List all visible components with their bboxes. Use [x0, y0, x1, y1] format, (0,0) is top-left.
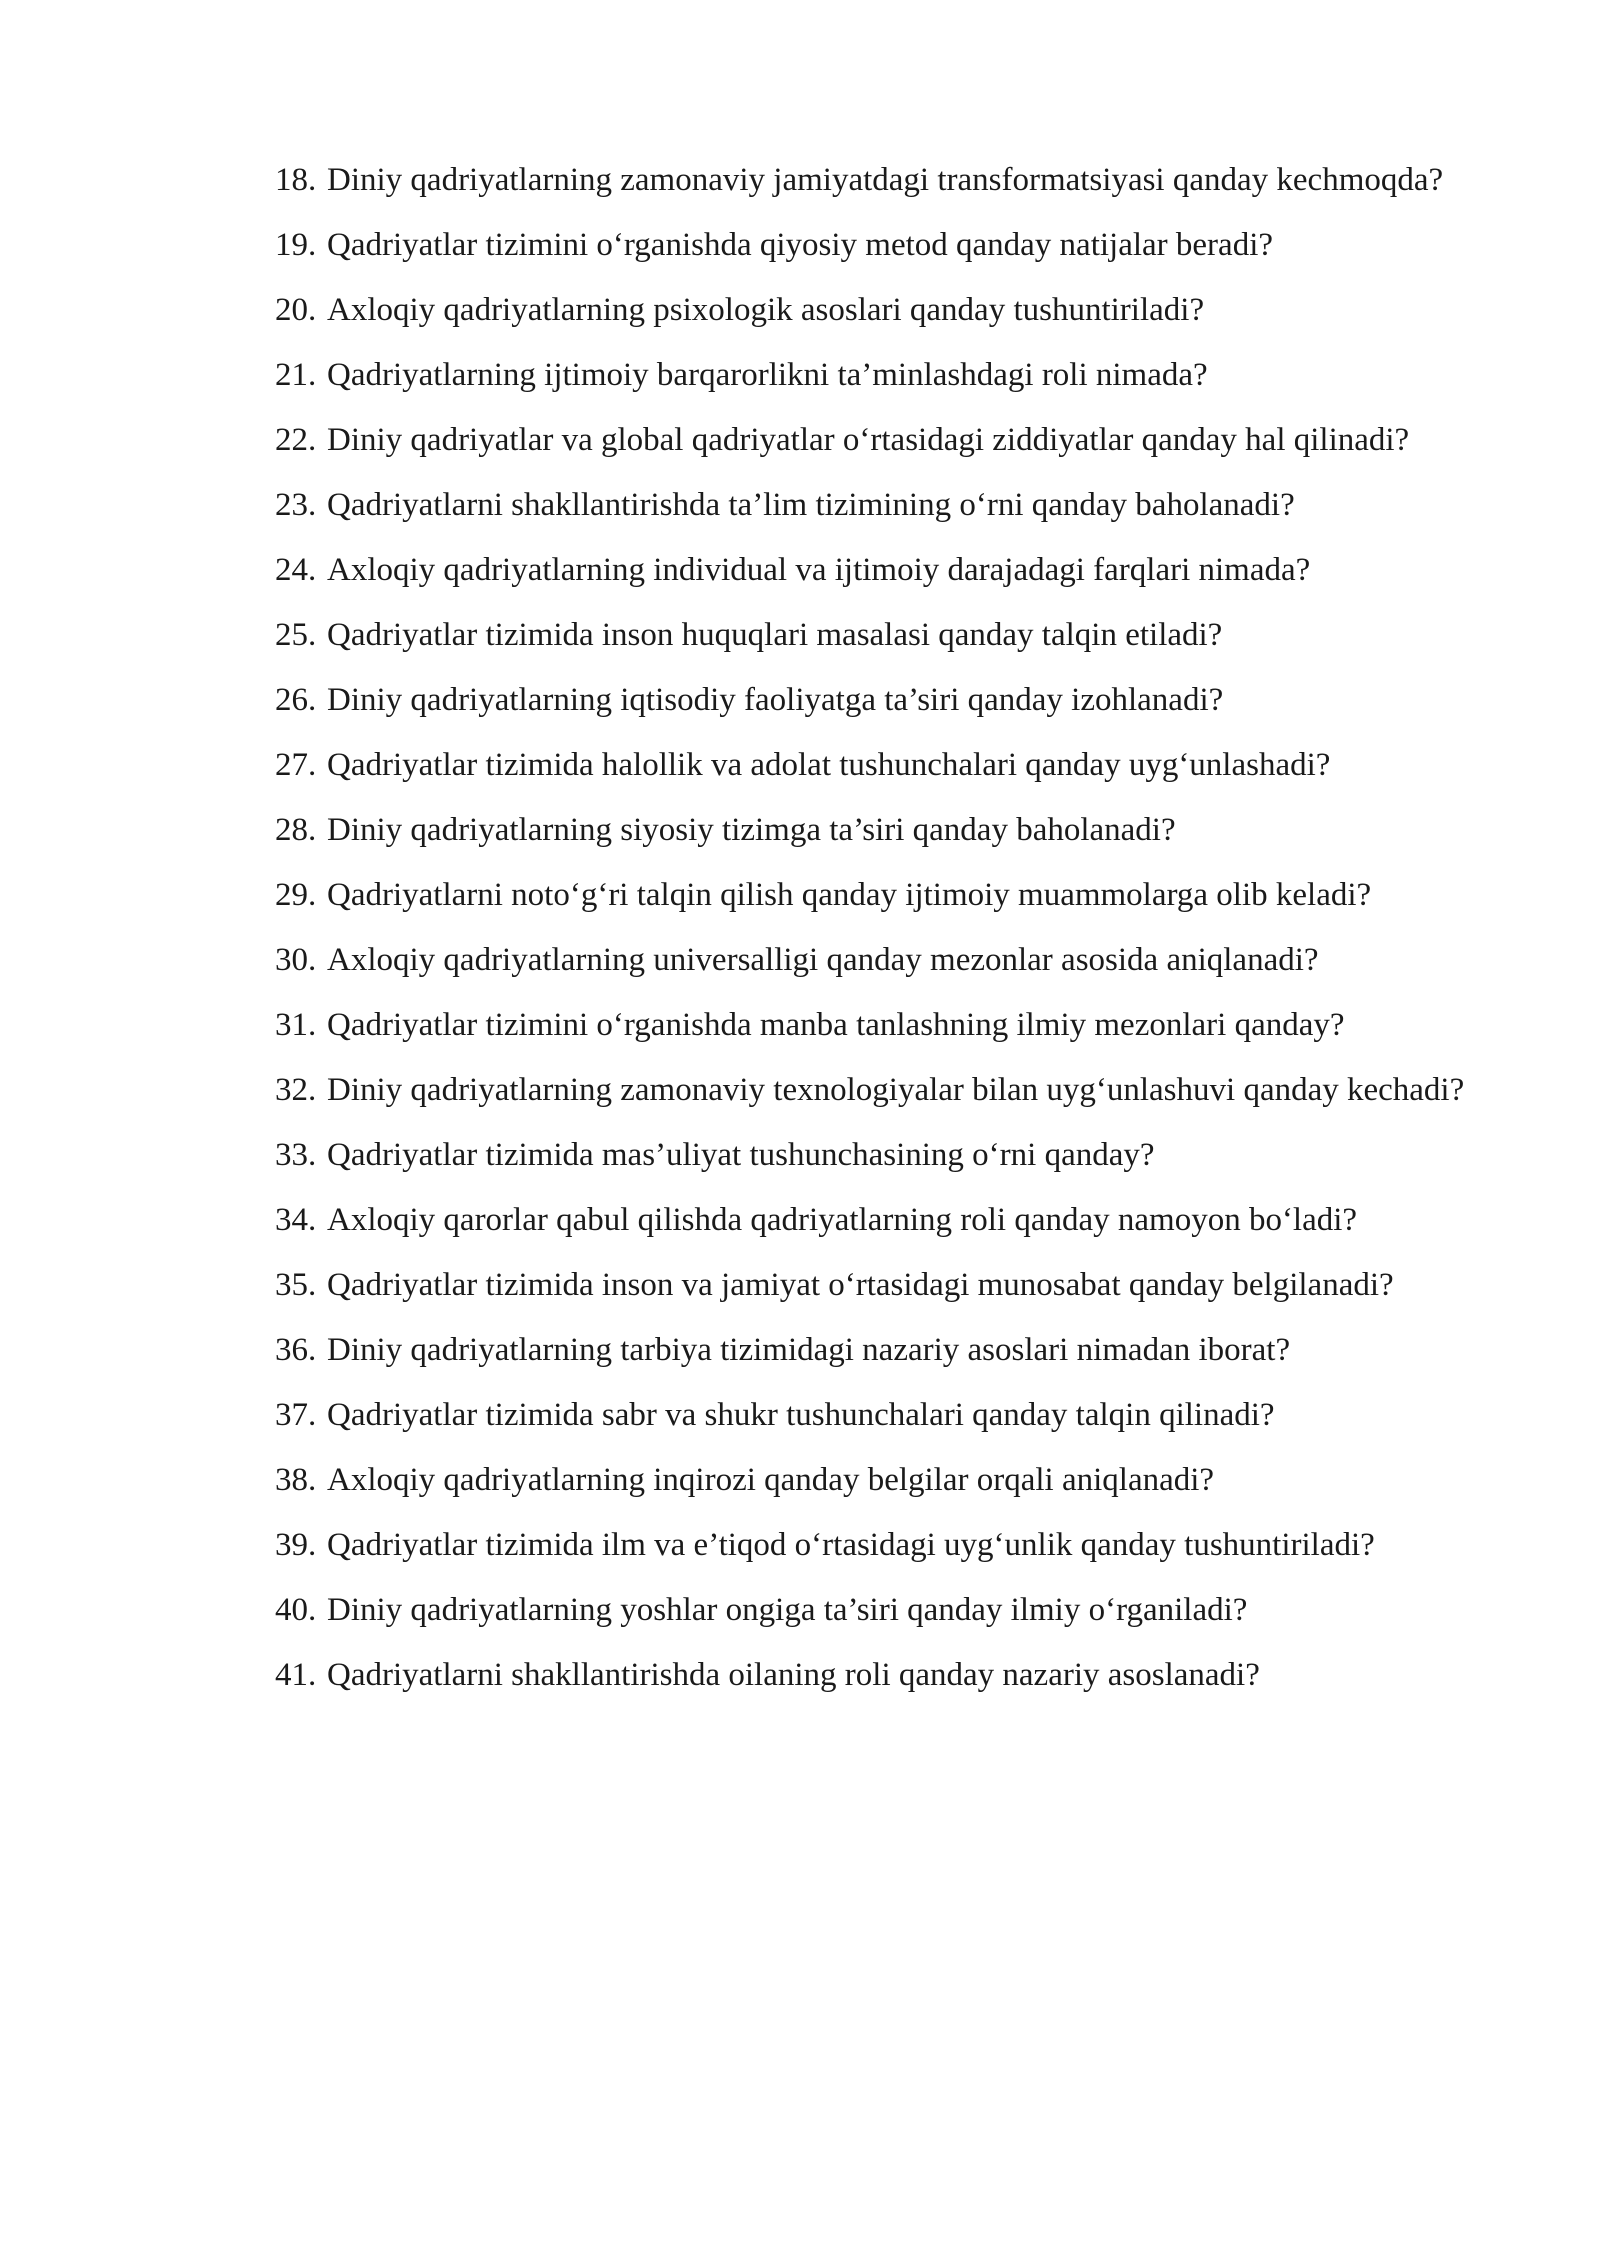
- question-item: [275, 1513, 1487, 1578]
- question-number: 19.: [275, 227, 317, 263]
- question-number: 31.: [275, 1007, 317, 1043]
- question-text: Qadriyatlarning ijtimoiy barqarorlikni ta’minlashdagi roli nimada?: [327, 357, 1208, 393]
- question-text: Axloqiy qadriyatlarning universalligi qanday mezonlar asosida aniqlanadi?: [327, 942, 1319, 978]
- question-item: [275, 473, 1487, 538]
- question-item: [275, 213, 1487, 278]
- question-item: [275, 1188, 1487, 1253]
- question-item: [275, 668, 1487, 733]
- question-item: [275, 278, 1487, 343]
- question-number: 18.: [275, 162, 317, 198]
- question-number: 21.: [275, 357, 317, 393]
- question-text: Qadriyatlar tizimida mas’uliyat tushunchasining o‘rni qanday?: [327, 1137, 1155, 1173]
- question-item: [275, 1318, 1487, 1383]
- question-number: 32.: [275, 1072, 317, 1108]
- question-text: Qadriyatlarni noto‘g‘ri talqin qilish qanday ijtimoiy muammolarga olib keladi?: [327, 877, 1372, 913]
- question-text: Qadriyatlarni shakllantirishda ta’lim tizimining o‘rni qanday baholanadi?: [327, 487, 1295, 523]
- question-text: Diniy qadriyatlarning tarbiya tizimidagi nazariy asoslari nimadan iborat?: [327, 1332, 1291, 1368]
- question-number: 35.: [275, 1267, 317, 1303]
- question-text: Qadriyatlar tizimida sabr va shukr tushunchalari qanday talqin qilinadi?: [327, 1397, 1275, 1433]
- question-item: [275, 1578, 1487, 1643]
- question-item: [275, 343, 1487, 408]
- question-text: Diniy qadriyatlarning zamonaviy jamiyatdagi transformatsiyasi qanday kechmoqda?: [327, 162, 1444, 198]
- question-text: Axloqiy qadriyatlarning inqirozi qanday belgilar orqali aniqlanadi?: [327, 1462, 1215, 1498]
- question-number: 34.: [275, 1202, 317, 1238]
- question-number: 33.: [275, 1137, 317, 1173]
- question-number: 39.: [275, 1527, 317, 1563]
- question-item: [275, 603, 1487, 668]
- question-number: 29.: [275, 877, 317, 913]
- question-text: Qadriyatlar tizimida inson huquqlari masalasi qanday talqin etiladi?: [327, 617, 1223, 653]
- question-number: 22.: [275, 422, 317, 458]
- question-item: [275, 798, 1487, 863]
- question-item: [275, 863, 1487, 928]
- question-text: Diniy qadriyatlarning iqtisodiy faoliyatga ta’siri qanday izohlanadi?: [327, 682, 1224, 718]
- question-text: Axloqiy qadriyatlarning individual va ijtimoiy darajadagi farqlari nimada?: [327, 552, 1311, 588]
- question-text: Qadriyatlar tizimida ilm va e’tiqod o‘rtasidagi uyg‘unlik qanday tushuntiriladi?: [327, 1527, 1375, 1563]
- question-number: 38.: [275, 1462, 317, 1498]
- question-text: Axloqiy qadriyatlarning psixologik asoslari qanday tushuntiriladi?: [327, 292, 1205, 328]
- question-item: [275, 408, 1487, 473]
- question-number: 20.: [275, 292, 317, 328]
- question-text: Diniy qadriyatlarning siyosiy tizimga ta’siri qanday baholanadi?: [327, 812, 1176, 848]
- question-item: [275, 1383, 1487, 1448]
- question-item: [275, 148, 1487, 213]
- question-text: Diniy qadriyatlarning yoshlar ongiga ta’siri qanday ilmiy o‘rganiladi?: [327, 1592, 1248, 1628]
- question-number: 30.: [275, 942, 317, 978]
- question-text: Qadriyatlar tizimini o‘rganishda manba tanlashning ilmiy mezonlari qanday?: [327, 1007, 1345, 1043]
- question-number: 26.: [275, 682, 317, 718]
- question-text: Qadriyatlarni shakllantirishda oilaning roli qanday nazariy asoslanadi?: [327, 1657, 1260, 1693]
- question-number: 36.: [275, 1332, 317, 1368]
- question-item: [275, 1253, 1487, 1318]
- question-text: Qadriyatlar tizimida inson va jamiyat o‘rtasidagi munosabat qanday belgilanadi?: [327, 1267, 1394, 1303]
- question-item: [275, 928, 1487, 993]
- question-item: [275, 1448, 1487, 1513]
- question-number: 23.: [275, 487, 317, 523]
- question-item: [275, 733, 1487, 798]
- question-number: 37.: [275, 1397, 317, 1433]
- question-text: Diniy qadriyatlarning zamonaviy texnologiyalar bilan uyg‘unlashuvi qanday kechadi?: [327, 1072, 1465, 1108]
- question-item: [275, 1058, 1487, 1123]
- question-item: [275, 538, 1487, 603]
- question-number: 25.: [275, 617, 317, 653]
- question-text: Qadriyatlar tizimida halollik va adolat tushunchalari qanday uyg‘unlashadi?: [327, 747, 1331, 783]
- question-item: [275, 1123, 1487, 1188]
- question-number: 28.: [275, 812, 317, 848]
- question-text: Axloqiy qarorlar qabul qilishda qadriyatlarning roli qanday namoyon bo‘ladi?: [327, 1202, 1358, 1238]
- question-item: [275, 1643, 1487, 1708]
- question-text: Diniy qadriyatlar va global qadriyatlar o‘rtasidagi ziddiyatlar qanday hal qilinadi?: [327, 422, 1410, 458]
- question-number: 40.: [275, 1592, 317, 1628]
- question-list: [275, 148, 1487, 1708]
- question-text: Qadriyatlar tizimini o‘rganishda qiyosiy metod qanday natijalar beradi?: [327, 227, 1274, 263]
- question-number: 24.: [275, 552, 317, 588]
- question-number: 41.: [275, 1657, 317, 1693]
- question-number: 27.: [275, 747, 317, 783]
- question-item: [275, 993, 1487, 1058]
